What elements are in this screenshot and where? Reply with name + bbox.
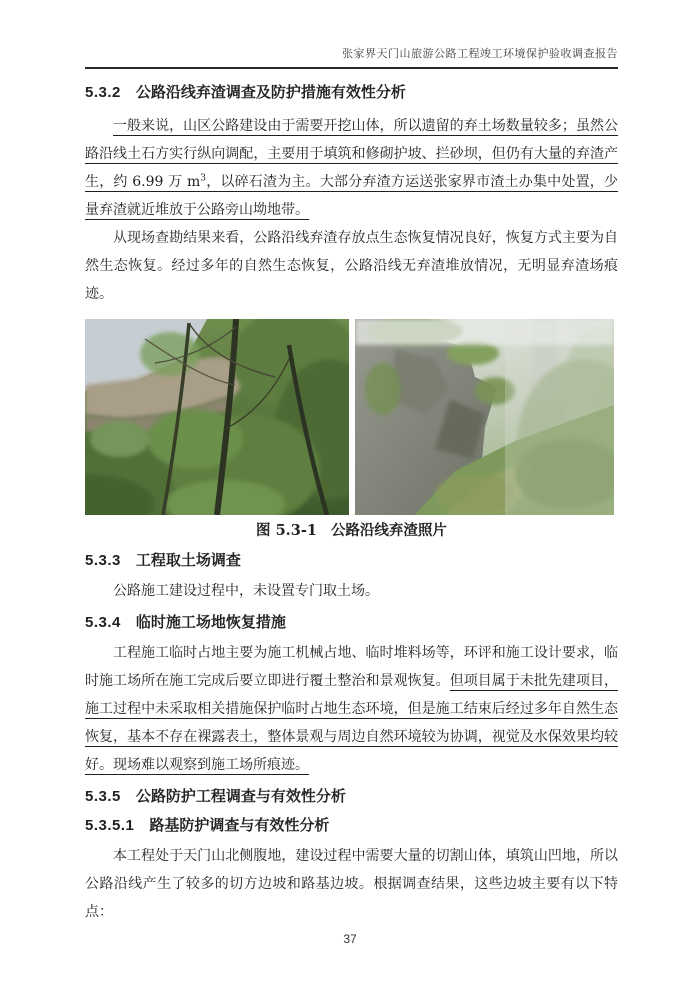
page-number: 37 <box>343 932 357 946</box>
paragraph-site-survey: 从现场查勘结果来看，公路沿线弃渣存放点生态恢复情况良好，恢复方式主要为自然生态恢复。经过多年的自然生态恢复，公路沿线无弃渣堆放情况，无明显弃渣场痕迹。 <box>85 230 618 302</box>
heading-5-3-2 <box>85 82 618 104</box>
running-header <box>85 0 618 62</box>
paragraph-subgrade-protection: 本工程处于天门山北侧腹地，建设过程中需要大量的切割山体，填筑山凹地，所以公路沿线产生了较多的切方边坡和路基边坡。根据调查结果，这些边坡主要有以下特点： <box>85 848 618 920</box>
heading-title: 公路沿线弃渣调查及防护措施有效性分析 <box>135 84 406 101</box>
heading-title: 公路防护工程调查与有效性分析 <box>135 788 346 805</box>
heading-number: 5.3.2 <box>85 84 121 101</box>
heading-number: 5.3.5.1 <box>85 817 135 834</box>
underlined-text-b: ，以碎石渣为主。大部分弃渣方运送张家界市渣土办集中处置，少量弃渣就近堆放于公路旁山坳地带。 <box>85 174 618 218</box>
paragraph-borrow-pit: 公路施工建设过程中，未设置专门取土场。 <box>113 583 379 599</box>
heading-5-3-3 <box>85 550 618 572</box>
paragraph-temp-site-recovery <box>85 639 618 779</box>
paragraph-waste-overview <box>85 112 618 224</box>
waste-slag-photo-right <box>355 319 614 515</box>
header-rule <box>85 67 618 69</box>
figure-caption-label: 图 5.3-1 <box>256 522 317 539</box>
heading-5-3-5-1 <box>85 815 618 837</box>
figure-caption <box>85 519 618 543</box>
heading-5-3-4 <box>85 612 618 634</box>
figure-caption-title: 公路沿线弃渣照片 <box>330 522 447 539</box>
figure-5-3-1-photos <box>85 319 618 515</box>
heading-title: 临时施工场地恢复措施 <box>135 614 286 631</box>
normal-text: 工程施工临时占地主要为施工机械占地、临时堆料场等，环评和施工设计要求，临时施工场所在施工完成后要立即进行覆土整治和景观恢复。 <box>85 645 618 689</box>
superscript-cubed: 3 <box>200 173 206 184</box>
underlined-text: 但项目属于未批先建项目，施工过程中未采取相关措施保护临时占地生态环境，但是施工结束后经过多年自然生态恢复，基本不存在裸露表土，整体景观与周边自然环境较为协调，视觉及水保效果均较好。现场难以观察到施工场所痕迹。 <box>85 673 618 773</box>
underlined-text-a: 一般来说，山区公路建设由于需要开挖山体，所以遗留的弃土场数量较多；虽然公路沿线土石方实行纵向调配，主要用于填筑和修砌护坡、拦砂坝，但仍有大量的弃渣产生，约 6.99 万 m <box>85 118 618 190</box>
waste-slag-photo-left <box>85 319 349 515</box>
heading-title: 工程取土场调查 <box>135 552 241 569</box>
page-content <box>85 0 618 926</box>
heading-number: 5.3.5 <box>85 788 121 805</box>
running-header-title: 张家界天门山旅游公路工程竣工环境保护验收调查报告 <box>342 47 618 60</box>
heading-number: 5.3.3 <box>85 552 121 569</box>
heading-title: 路基防护调查与有效性分析 <box>149 817 330 834</box>
heading-number: 5.3.4 <box>85 614 121 631</box>
heading-5-3-5 <box>85 786 618 808</box>
